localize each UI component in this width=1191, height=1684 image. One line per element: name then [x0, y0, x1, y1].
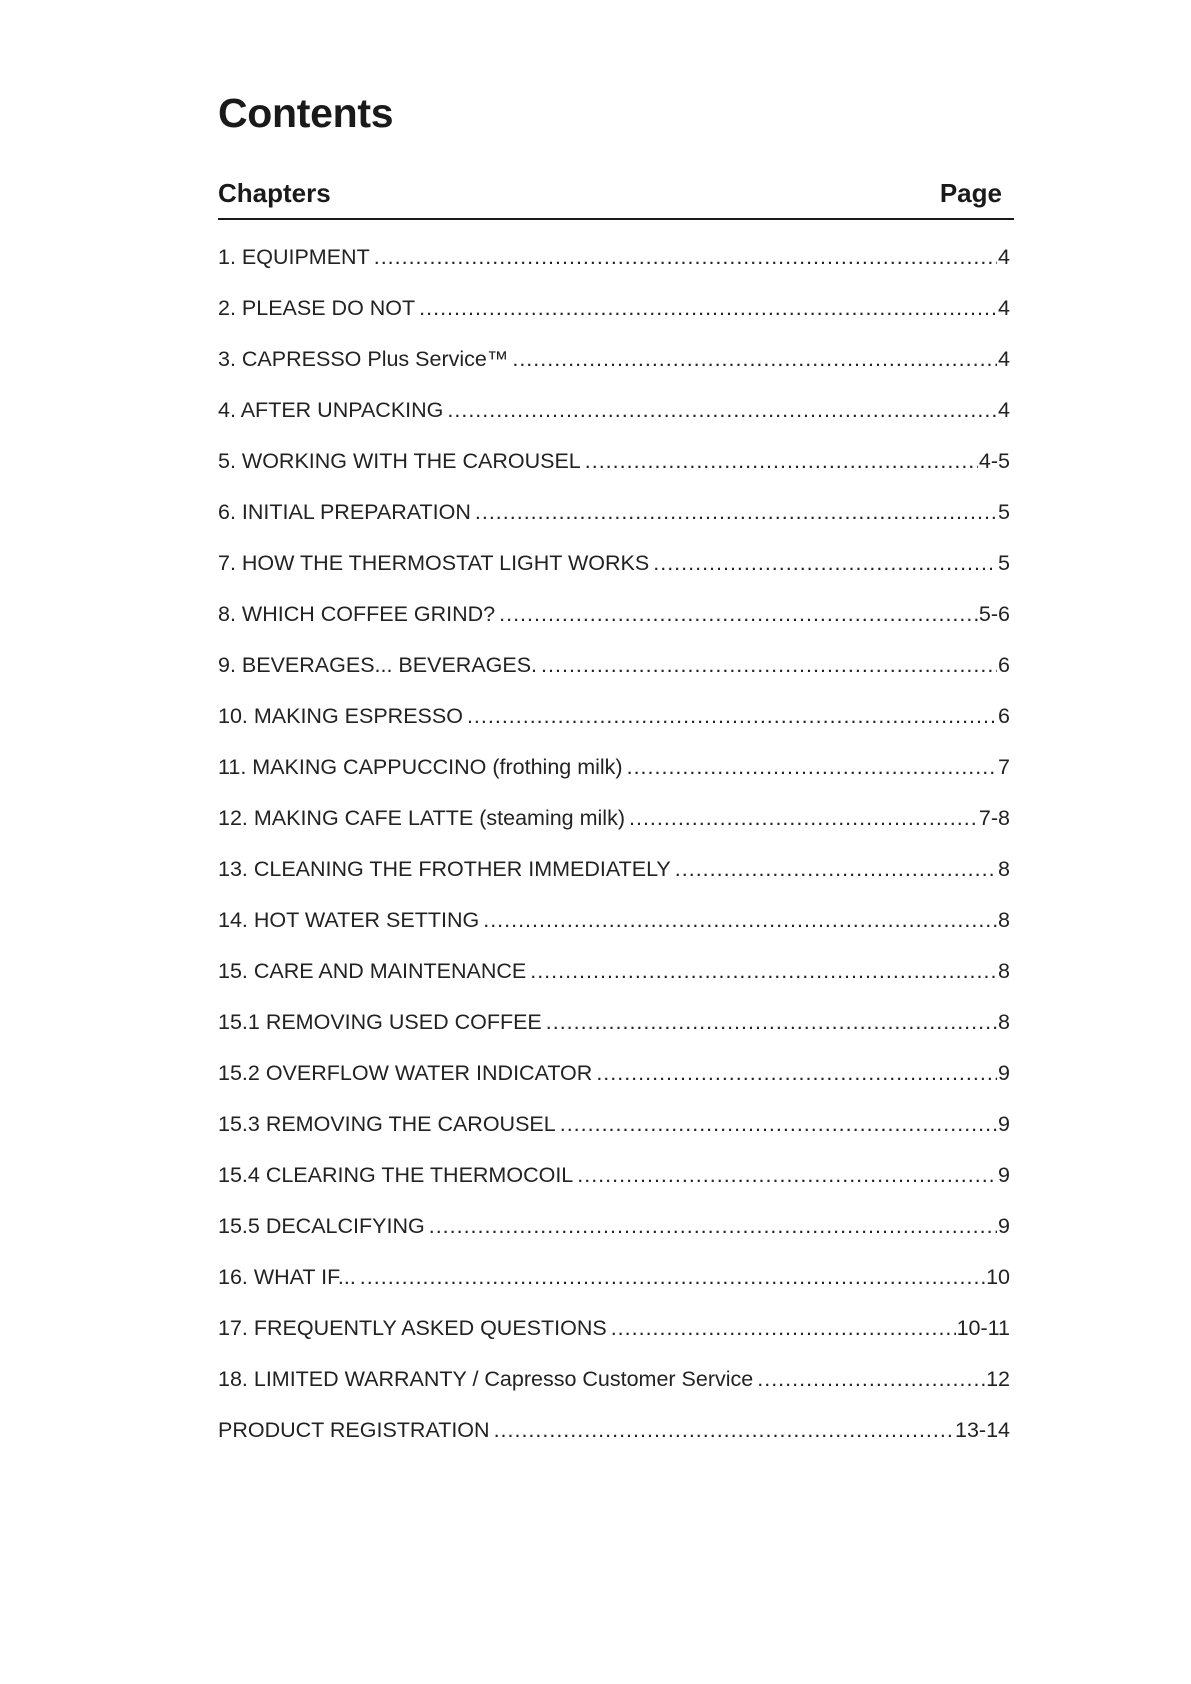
toc-entry-page: 8: [998, 857, 1010, 881]
toc-entry[interactable]: [218, 346, 1010, 397]
toc-entry-label: 12. MAKING CAFE LATTE (steaming milk): [218, 806, 625, 830]
dot-leader: [585, 448, 978, 474]
toc-entry-label: 18. LIMITED WARRANTY / Capresso Customer Service: [218, 1367, 754, 1391]
dot-leader: [494, 1417, 954, 1443]
dot-leader: [447, 397, 997, 423]
toc-entry-label: 15.3 REMOVING THE CAROUSEL: [218, 1112, 556, 1136]
toc-entry-label: PRODUCT REGISTRATION: [218, 1418, 490, 1442]
toc-entry[interactable]: [218, 244, 1010, 295]
toc-entry-label: 11. MAKING CAPPUCCINO (frothing milk): [218, 755, 623, 779]
toc-entry-label: 16. WHAT IF...: [218, 1265, 356, 1289]
toc-entry-page: 4: [998, 347, 1010, 371]
toc-entry-label: 7. HOW THE THERMOSTAT LIGHT WORKS: [218, 551, 650, 575]
dot-leader: [419, 295, 997, 321]
toc-header: [218, 178, 1014, 220]
toc-entry[interactable]: [218, 1060, 1010, 1111]
toc-entry-page: 8: [998, 1010, 1010, 1034]
toc-entry-label: 5. WORKING WITH THE CAROUSEL: [218, 449, 581, 473]
toc-entry-page: 8: [998, 959, 1010, 983]
toc-entry-page: 8: [998, 908, 1010, 932]
toc-entry-label: 10. MAKING ESPRESSO: [218, 704, 463, 728]
toc-entry-label: 4. AFTER UNPACKING: [218, 398, 444, 422]
toc-list: [218, 244, 1010, 1468]
toc-entry-label: 15.4 CLEARING THE THERMOCOIL: [218, 1163, 574, 1187]
toc-entry[interactable]: [218, 958, 1010, 1009]
toc-entry-page: 4: [998, 398, 1010, 422]
toc-entry-page: 4: [998, 296, 1010, 320]
toc-entry-page: 9: [998, 1214, 1010, 1238]
dot-leader: [629, 805, 978, 831]
toc-entry[interactable]: [218, 1264, 1010, 1315]
toc-entry-page: 6: [998, 704, 1010, 728]
dot-leader: [374, 244, 997, 270]
toc-entry[interactable]: [218, 1162, 1010, 1213]
toc-entry-page: 6: [998, 653, 1010, 677]
toc-entry-page: 7: [998, 755, 1010, 779]
toc-entry-label: 8. WHICH COFFEE GRIND?: [218, 602, 496, 626]
toc-entry-page: 5: [998, 500, 1010, 524]
dot-leader: [627, 754, 997, 780]
toc-entry[interactable]: [218, 448, 1010, 499]
toc-entry-label: 1. EQUIPMENT: [218, 245, 370, 269]
toc-entry-page: 9: [998, 1061, 1010, 1085]
toc-entry-page: 5: [998, 551, 1010, 575]
toc-entry-label: 17. FREQUENTLY ASKED QUESTIONS: [218, 1316, 607, 1340]
page-title: Contents: [218, 90, 394, 136]
toc-entry[interactable]: [218, 1417, 1010, 1468]
toc-entry[interactable]: [218, 652, 1010, 703]
dot-leader: [512, 346, 997, 372]
dot-leader: [653, 550, 997, 576]
toc-entry-label: 15.1 REMOVING USED COFFEE: [218, 1010, 542, 1034]
toc-entry-label: 14. HOT WATER SETTING: [218, 908, 480, 932]
toc-entry-page: 13-14: [955, 1418, 1010, 1442]
dot-leader: [596, 1060, 997, 1086]
toc-entry[interactable]: [218, 1009, 1010, 1060]
toc-entry-label: 2. PLEASE DO NOT: [218, 296, 416, 320]
toc-entry-page: 9: [998, 1163, 1010, 1187]
dot-leader: [675, 856, 997, 882]
dot-leader: [483, 907, 997, 933]
toc-entry-label: 3. CAPRESSO Plus Service™: [218, 347, 509, 371]
toc-entry-label: 13. CLEANING THE FROTHER IMMEDIATELY: [218, 857, 671, 881]
toc-entry-page: 9: [998, 1112, 1010, 1136]
toc-entry[interactable]: [218, 499, 1010, 550]
toc-entry[interactable]: [218, 856, 1010, 907]
toc-entry[interactable]: [218, 805, 1010, 856]
dot-leader: [360, 1264, 985, 1290]
dot-leader: [475, 499, 997, 525]
dot-leader: [611, 1315, 956, 1341]
toc-entry-label: 15. CARE AND MAINTENANCE: [218, 959, 527, 983]
toc-entry-page: 4-5: [978, 449, 1010, 473]
toc-entry-label: 6. INITIAL PREPARATION: [218, 500, 471, 524]
toc-entry[interactable]: [218, 601, 1010, 652]
toc-entry[interactable]: [218, 1315, 1010, 1366]
chapters-column-header: Chapters: [218, 178, 331, 208]
dot-leader: [757, 1366, 985, 1392]
dot-leader: [560, 1111, 997, 1137]
toc-entry[interactable]: [218, 397, 1010, 448]
dot-leader: [467, 703, 997, 729]
toc-entry-page: 10-11: [956, 1316, 1010, 1340]
toc-entry[interactable]: [218, 703, 1010, 754]
dot-leader: [429, 1213, 997, 1239]
dot-leader: [541, 652, 997, 678]
toc-entry-page: 4: [998, 245, 1010, 269]
toc-entry[interactable]: [218, 1111, 1010, 1162]
toc-entry-label: 15.5 DECALCIFYING: [218, 1214, 425, 1238]
toc-entry-page: 7-8: [978, 806, 1010, 830]
toc-entry-label: 15.2 OVERFLOW WATER INDICATOR: [218, 1061, 593, 1085]
toc-entry-page: 10: [986, 1265, 1010, 1289]
toc-entry[interactable]: [218, 1213, 1010, 1264]
page-column-header: Page: [939, 178, 1002, 208]
toc-entry[interactable]: [218, 295, 1010, 346]
toc-entry[interactable]: [218, 550, 1010, 601]
toc-entry[interactable]: [218, 1366, 1010, 1417]
toc-entry-page: 12: [986, 1367, 1010, 1391]
toc-entry[interactable]: [218, 754, 1010, 805]
dot-leader: [530, 958, 997, 984]
dot-leader: [499, 601, 978, 627]
toc-entry-page: 5-6: [978, 602, 1010, 626]
dot-leader: [577, 1162, 997, 1188]
toc-entry[interactable]: [218, 907, 1010, 958]
dot-leader: [546, 1009, 997, 1035]
toc-entry-label: 9. BEVERAGES... BEVERAGES.: [218, 653, 538, 677]
